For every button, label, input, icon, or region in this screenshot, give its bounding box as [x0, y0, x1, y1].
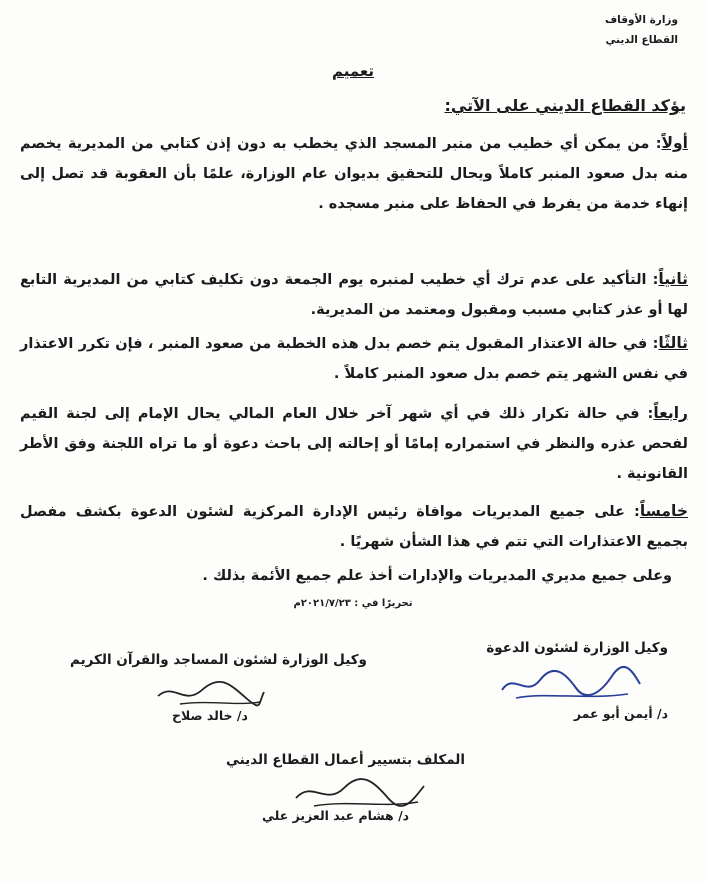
signature-title-dawa: وكيل الوزارة لشئون الدعوة [486, 640, 668, 656]
clause-text: : من يمكن أي خطيب من منبر المسجد الذي يخطب به دون إذن كتابي من المديرية يخصم منه بدل صعود المنبر كاملاً ويحال للتحقيق بديوان عام الوزارة، علمًا بأن العقوبة قد تصل إلى إنهاء خدمة من يفرط في الحفاظ على منبر مسجده . [20, 136, 688, 212]
handwritten-signature-sector [290, 776, 430, 810]
signature-name-sector: د/ هشام عبد العزيز علي [262, 808, 410, 823]
clause-label: ثالثًا [658, 334, 688, 352]
signature-name-mosques: د/ خالد صلاح [172, 708, 248, 723]
clause-label: أولاً [661, 134, 688, 152]
clause-text: : في حالة تكرار ذلك في أي شهر آخر خلال العام المالي يحال الإمام إلى لجنة القيم لفحص عذره والنظر في استمراره إمامًا أو إحالته إلى باحث دعوة أو ما تراه اللجنة وفق الأطر القانونية . [20, 406, 688, 482]
issue-date: تحريرًا في : ٢٠٢١/٧/٢٣م [293, 598, 413, 609]
clause-text: : في حالة الاعتذار المقبول يتم خصم بدل هذه الخطبة من صعود المنبر ، فإن تكرر الاعتذار في نفس الشهر يتم خصم بدل صعود المنبر كاملاً . [20, 336, 688, 382]
clause-label: رابعاً [653, 404, 688, 422]
document-intro: يؤكد القطاع الديني على الآتي: [444, 96, 686, 115]
clause-first [20, 128, 688, 219]
clause-third [20, 328, 688, 389]
clause-text: : على جميع المديريات موافاة رئيس الإدارة المركزية لشئون الدعوة بكشف مفصل بجميع الاعتذارات التي تتم في هذا الشأن شهريًا . [20, 504, 688, 550]
clause-label: ثانياً [658, 270, 688, 288]
clause-fourth [20, 398, 688, 489]
clause-text: : التأكيد على عدم ترك أي خطيب لمنبره يوم الجمعة دون تكليف كتابي من المديرية التابع لها أو عذر كتابي مسبب ومقبول ومعتمد من المديرية. [20, 272, 688, 318]
closing-statement: وعلى جميع مديري المديريات والإدارات أخذ علم جميع الأئمة بذلك . [202, 568, 672, 584]
sector-name: القطاع الديني [605, 34, 678, 46]
signature-title-sector: المكلف بتسيير أعمال القطاع الديني [226, 752, 465, 768]
letterhead [605, 10, 678, 50]
clause-label: خامساً [639, 502, 688, 520]
handwritten-signature-mosques [150, 676, 270, 710]
clause-fifth [20, 496, 688, 557]
signature-name-dawa: د/ أيمن أبو عمر [573, 706, 668, 721]
signature-title-mosques: وكيل الوزارة لشئون المساجد والقرآن الكريم [70, 652, 367, 668]
document-title: تعميم [331, 62, 375, 80]
clause-second [20, 264, 688, 325]
handwritten-signature-dawa [496, 664, 646, 704]
ministry-name: وزارة الأوقاف [604, 14, 678, 26]
